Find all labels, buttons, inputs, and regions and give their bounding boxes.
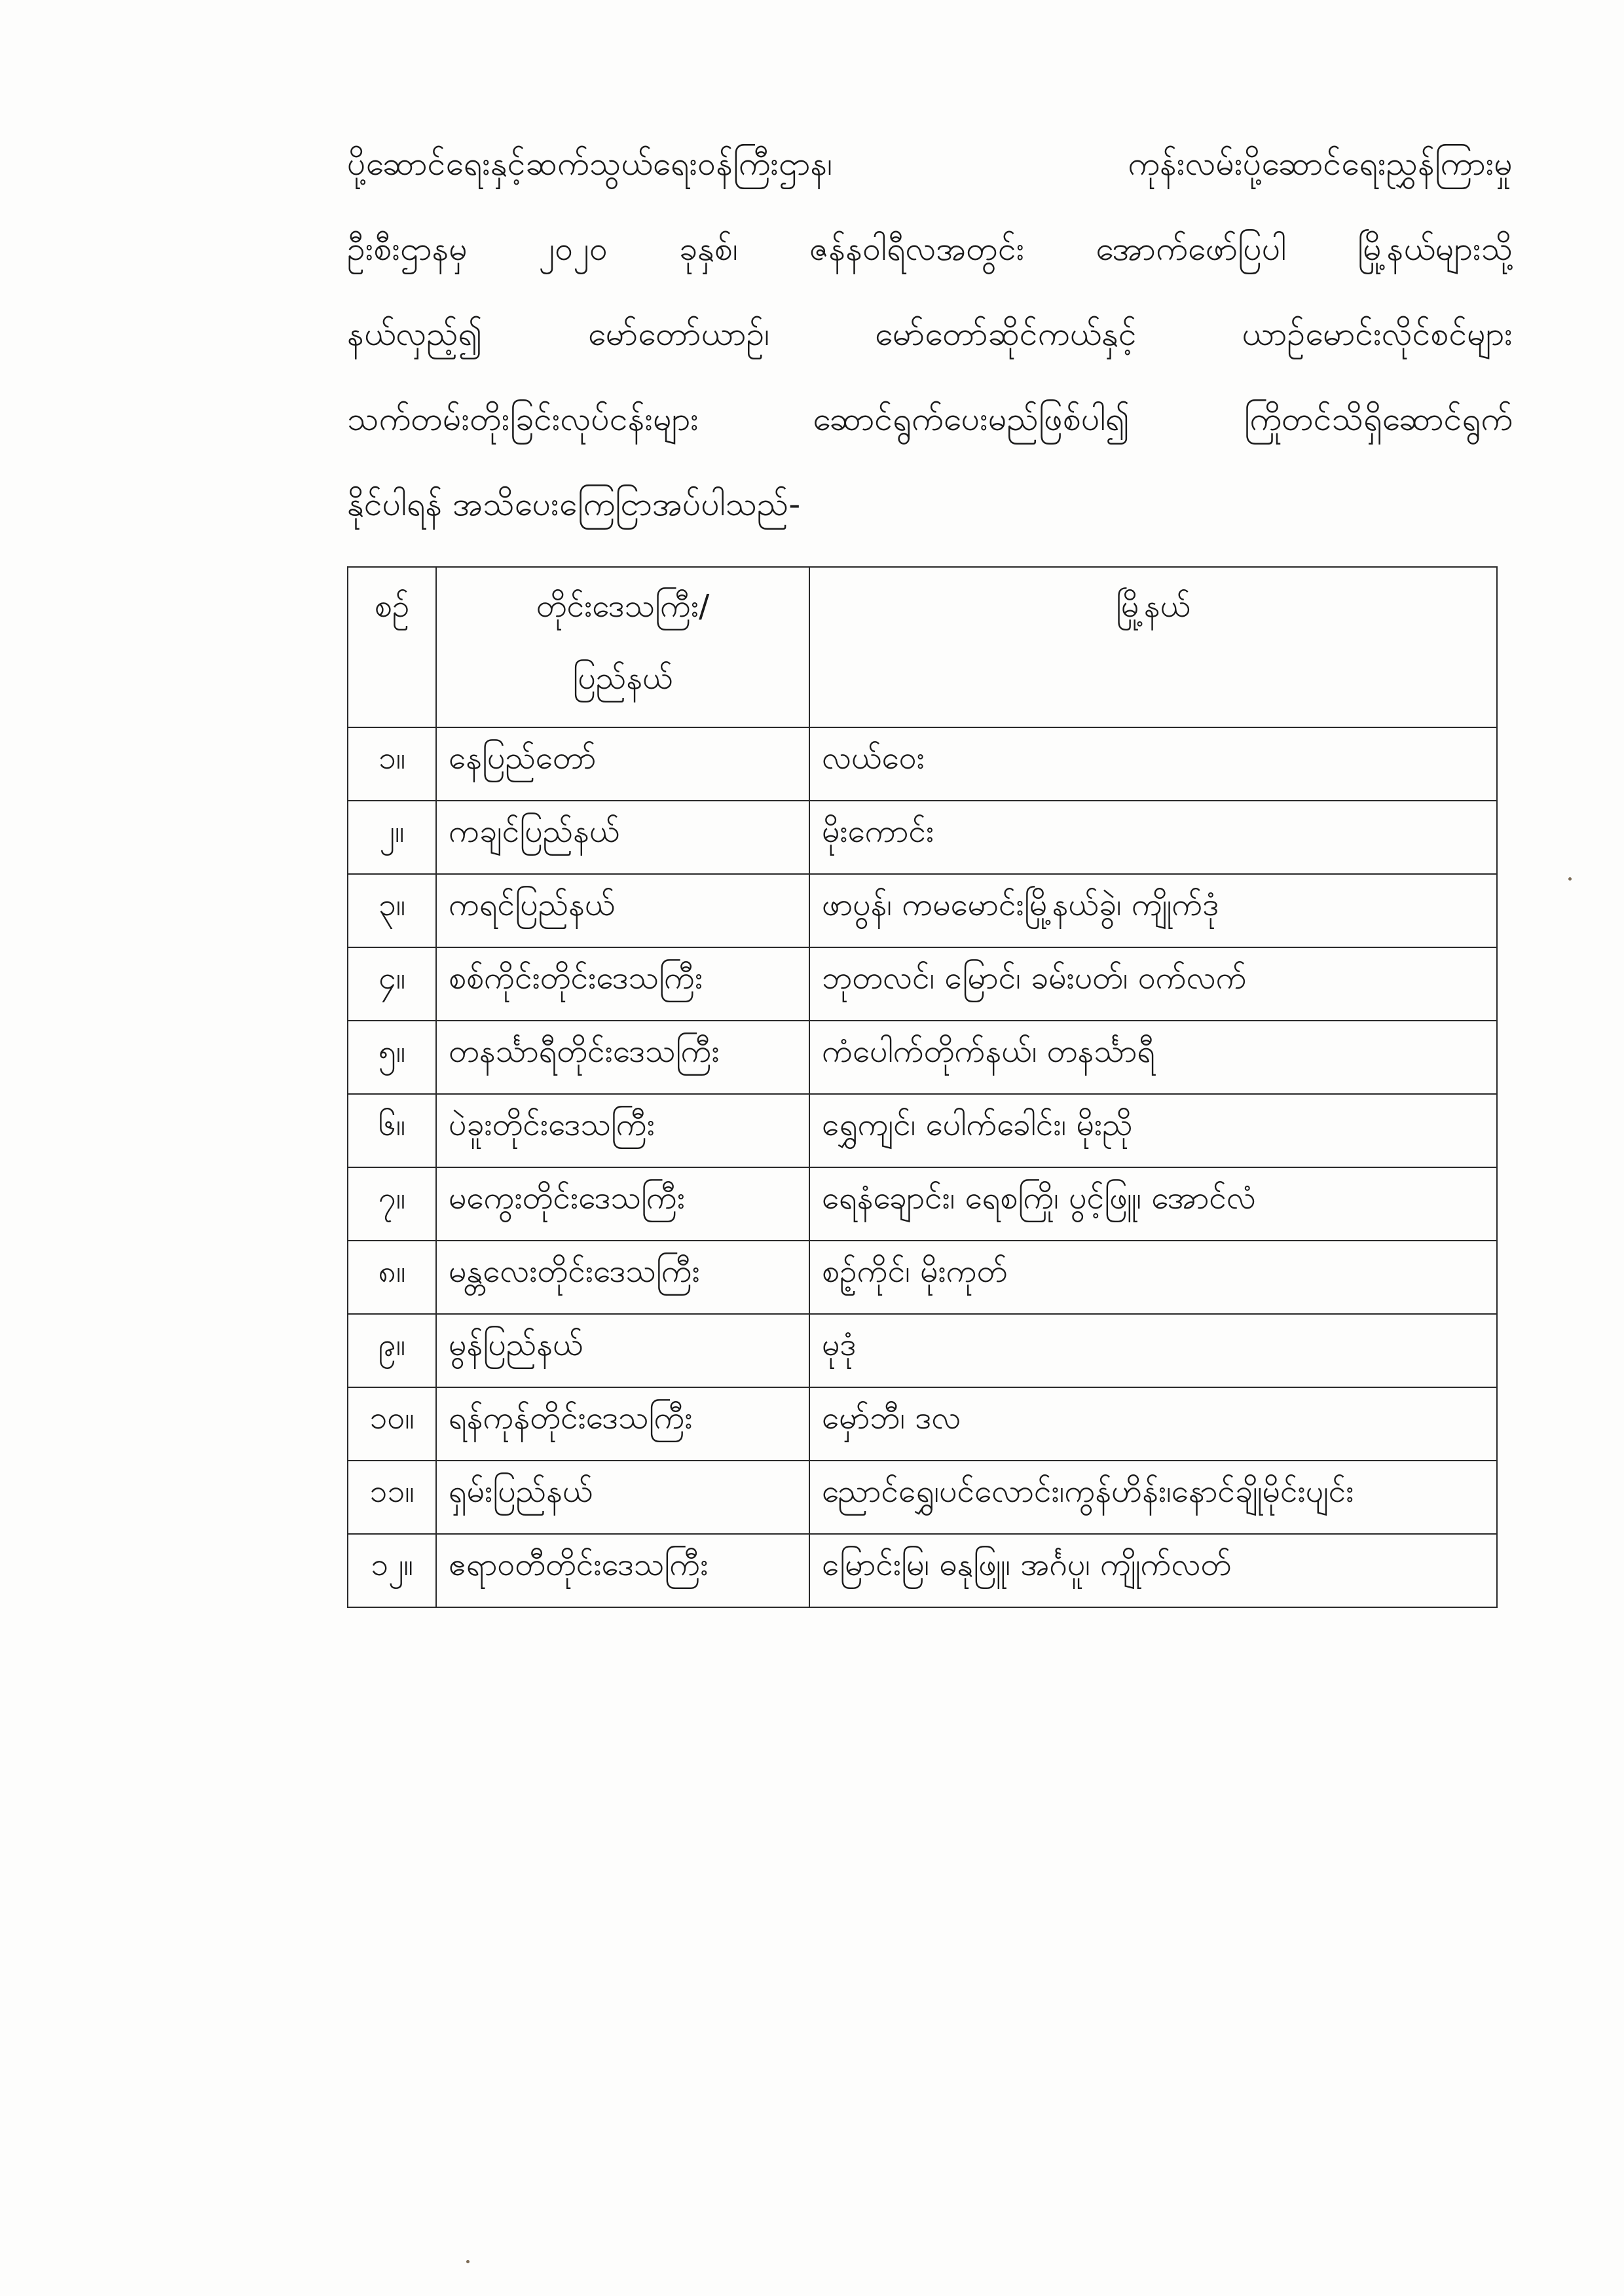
intro-line: နိုင်ပါရန် အသိပေးကြေငြာအပ်ပါသည်- [347, 485, 801, 523]
row-townships: ဘုတလင်၊ မြောင်၊ ခမ်းပတ်၊ ဝက်လက် [809, 947, 1497, 1021]
row-townships: ဖာပွန်၊ ကမမောင်းမြို့နယ်ခွဲ၊ ကျိုက်ဒုံ [809, 874, 1497, 947]
row-townships: စဉ့်ကိုင်၊ မိုးကုတ် [809, 1241, 1497, 1314]
intro-paragraph [347, 121, 1513, 547]
header-township: မြို့နယ် [809, 567, 1497, 727]
row-number: ၁။ [348, 727, 436, 801]
row-number: ၁၂။ [348, 1534, 436, 1607]
row-townships: မုဒုံ [809, 1314, 1497, 1387]
intro-line: သက်တမ်းတိုးခြင်းလုပ်ငန်းများ ဆောင်ရွက်ပေးမည်ဖြစ်ပါ၍ ကြိုတင်သိရှိဆောင်ရွက် [347, 400, 1513, 438]
table-row [348, 1021, 1497, 1094]
intro-line: နယ်လှည့်၍ မော်တော်ယာဉ်၊ မော်တော်ဆိုင်ကယ်နှင့် ယာဉ်မောင်းလိုင်စင်များ [347, 315, 1513, 353]
header-region-line1: တိုင်းဒေသကြီး/ [536, 588, 710, 625]
table-row [348, 1241, 1497, 1314]
table-row [348, 1534, 1497, 1607]
row-townships: ကံပေါက်တိုက်နယ်၊ တနင်္သာရီ [809, 1021, 1497, 1094]
row-number: ၅။ [348, 1021, 436, 1094]
row-region: မန္တလေးတိုင်းဒေသကြီး [436, 1241, 809, 1314]
row-townships: မြောင်းမြ၊ ဓနုဖြူ၊ အင်္ဂပူ၊ ကျိုက်လတ် [809, 1534, 1497, 1607]
table-row [348, 1094, 1497, 1167]
row-number: ၄။ [348, 947, 436, 1021]
row-townships: လယ်ဝေး [809, 727, 1497, 801]
township-schedule-table [347, 566, 1498, 1608]
header-serial-no: စဉ် [348, 567, 436, 727]
row-townships: ညောင်ရွှေ၊ပင်လောင်း၊ကွန်ဟိန်း၊နောင်ချိုမိုင်းပျင်း [809, 1461, 1497, 1534]
row-townships: မိုးကောင်း [809, 801, 1497, 874]
intro-line: ဦးစီးဌာနမှ ၂၀၂၀ ခုနှစ်၊ ဇန်နဝါရီလအတွင်း အောက်ဖော်ပြပါ မြို့နယ်များသို့ [347, 230, 1513, 268]
row-region: မွန်ပြည်နယ် [436, 1314, 809, 1387]
row-townships: ရွှေကျင်၊ ပေါက်ခေါင်း၊ မိုးညို [809, 1094, 1497, 1167]
row-region: မကွေးတိုင်းဒေသကြီး [436, 1167, 809, 1241]
row-region: ရန်ကုန်တိုင်းဒေသကြီး [436, 1387, 809, 1461]
row-townships: ရေနံချောင်း၊ ရေစကြို၊ ပွင့်ဖြူ၊ အောင်လံ [809, 1167, 1497, 1241]
header-region [436, 567, 809, 727]
scan-speck [466, 2260, 470, 2263]
intro-line: ပို့ဆောင်ရေးနှင့်ဆက်သွယ်ရေးဝန်ကြီးဌာန၊ ကုန်းလမ်းပို့ဆောင်ရေးညွှန်ကြားမှု [347, 145, 1513, 183]
table-row [348, 1314, 1497, 1387]
row-region: စစ်ကိုင်းတိုင်းဒေသကြီး [436, 947, 809, 1021]
row-number: ၃။ [348, 874, 436, 947]
scan-speck [1568, 877, 1572, 881]
table-row [348, 947, 1497, 1021]
row-region: ကရင်ပြည်နယ် [436, 874, 809, 947]
row-number: ၁၀။ [348, 1387, 436, 1461]
row-region: ကချင်ပြည်နယ် [436, 801, 809, 874]
row-region: နေပြည်တော် [436, 727, 809, 801]
row-region: ဧရာဝတီတိုင်းဒေသကြီး [436, 1534, 809, 1607]
table-row [348, 1461, 1497, 1534]
row-number: ၉။ [348, 1314, 436, 1387]
header-region-line2: ပြည်နယ် [572, 660, 673, 697]
table-row [348, 874, 1497, 947]
table-header-row [348, 567, 1497, 727]
row-region: ပဲခူးတိုင်းဒေသကြီး [436, 1094, 809, 1167]
row-region: ရှမ်းပြည်နယ် [436, 1461, 809, 1534]
row-number: ၁၁။ [348, 1461, 436, 1534]
row-townships: မှော်ဘီ၊ ဒလ [809, 1387, 1497, 1461]
table-row [348, 1387, 1497, 1461]
row-number: ၇။ [348, 1167, 436, 1241]
row-number: ၈။ [348, 1241, 436, 1314]
row-number: ၆။ [348, 1094, 436, 1167]
table-row [348, 1167, 1497, 1241]
row-region: တနင်္သာရီတိုင်းဒေသကြီး [436, 1021, 809, 1094]
row-number: ၂။ [348, 801, 436, 874]
table-row [348, 727, 1497, 801]
table-row [348, 801, 1497, 874]
